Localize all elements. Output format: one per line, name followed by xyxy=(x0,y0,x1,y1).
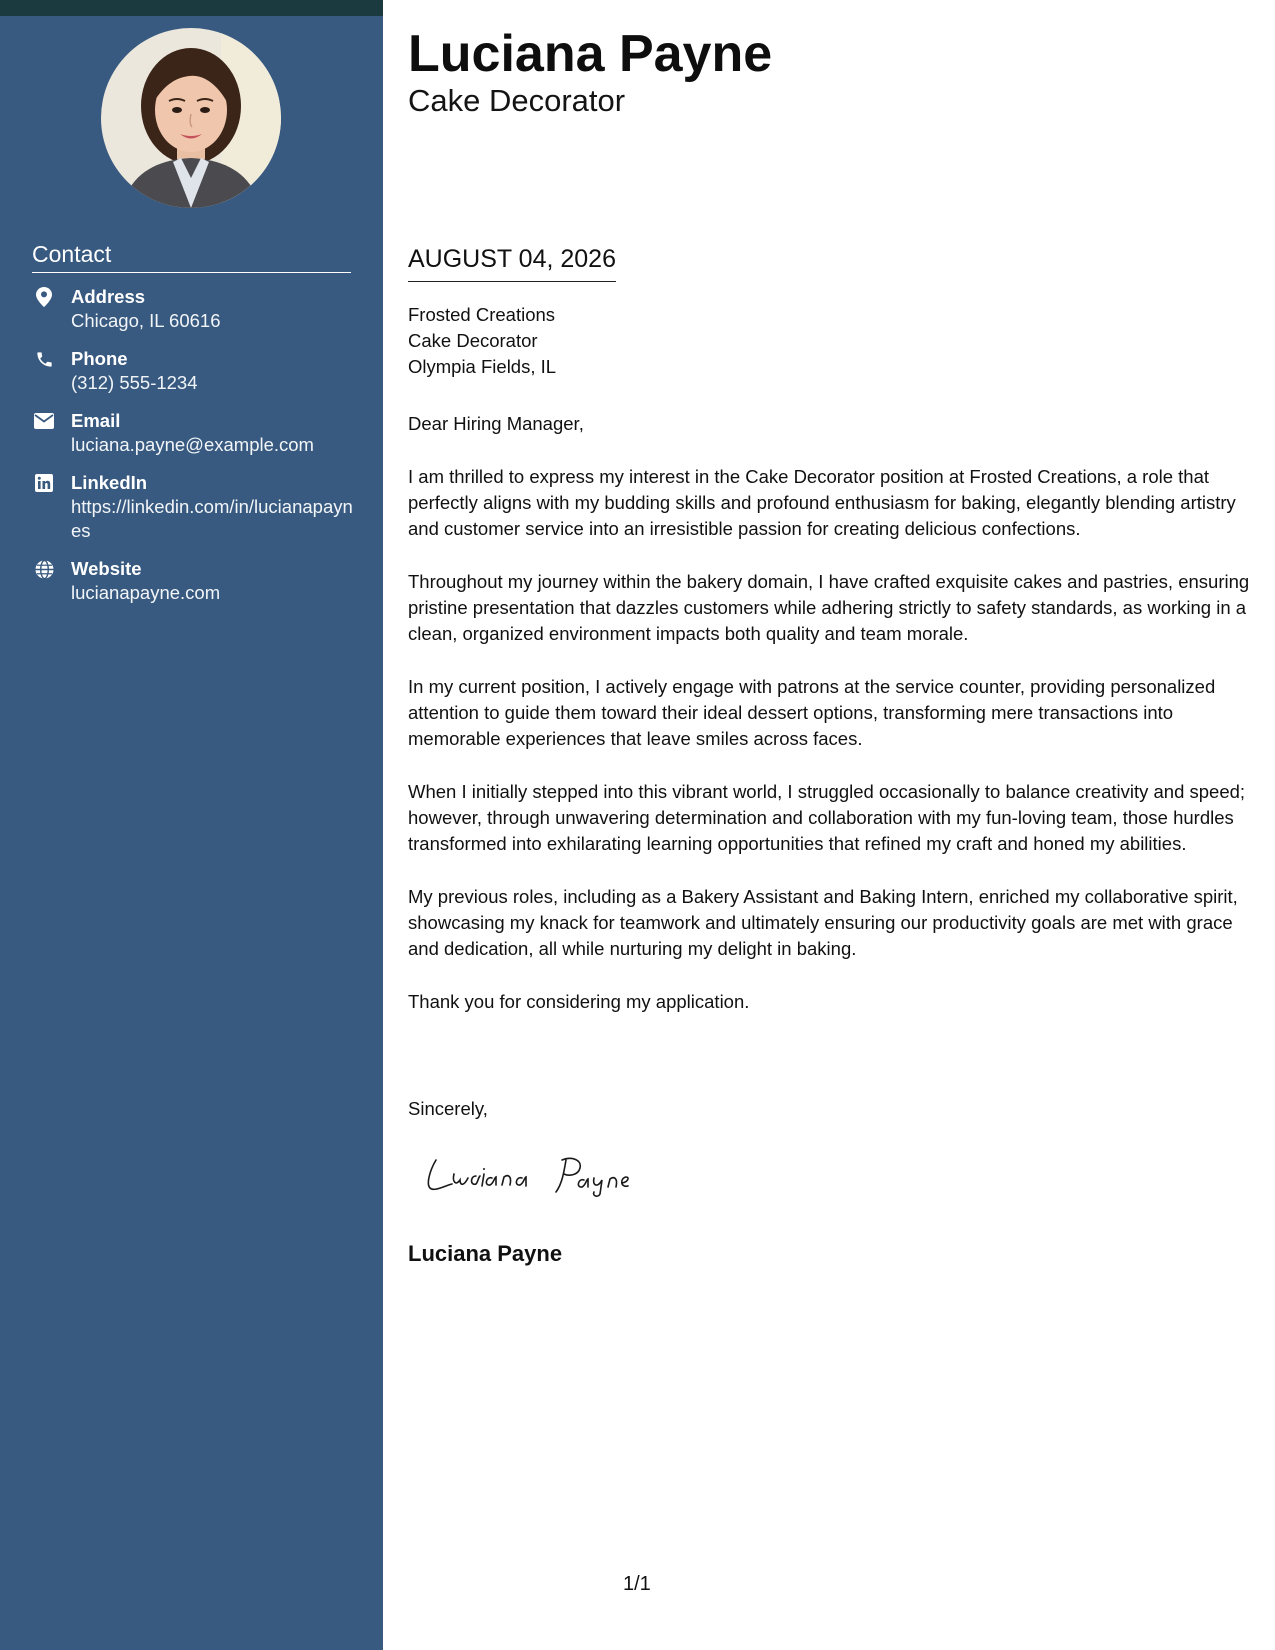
letter-date: AUGUST 04, 2026 xyxy=(408,244,616,282)
globe-icon xyxy=(34,559,54,579)
avatar xyxy=(101,28,281,208)
contact-item-address xyxy=(32,284,362,333)
body-paragraph: Throughout my journey within the bakery domain, I have crafted exquisite cakes and pastries, ensuring pristine presentation that dazzles customers while adhering strictly to safety standards, as working in a clean, organized environment impacts both quality and team morale. xyxy=(408,571,1250,644)
contact-label: LinkedIn xyxy=(71,472,148,493)
job-title: Cake Decorator xyxy=(408,83,626,118)
contact-label: Email xyxy=(71,410,121,431)
contact-heading: Contact xyxy=(32,240,351,273)
contact-label: Website xyxy=(71,558,142,579)
contact-item-linkedin xyxy=(32,470,362,543)
recipient-position: Cake Decorator xyxy=(408,330,538,351)
signature xyxy=(422,1150,662,1200)
contact-item-email xyxy=(32,408,362,457)
contact-item-phone xyxy=(32,346,362,395)
website-value[interactable]: lucianapayne.com xyxy=(71,582,221,603)
map-pin-icon xyxy=(34,287,54,307)
avatar-portrait-image xyxy=(101,28,281,208)
contact-list xyxy=(32,284,362,618)
phone-icon xyxy=(34,349,54,369)
thank-you-line: Thank you for considering my application. xyxy=(408,991,750,1012)
body-paragraph: In my current position, I actively engage with patrons at the service counter, providing personalized attention to guide them toward their ideal dessert options, transforming mere transactions into memorable experiences that leave smiles across faces. xyxy=(408,676,1216,749)
salutation: Dear Hiring Manager, xyxy=(408,413,584,434)
email-value[interactable]: luciana.payne@example.com xyxy=(71,434,314,455)
body-paragraph: My previous roles, including as a Bakery Assistant and Baking Intern, enriched my collaborative spirit, showcasing my knack for teamwork and ultimately ensuring our productivity goals are met with grace and dedication, all while nurturing my delight in baking. xyxy=(408,886,1238,959)
linkedin-value[interactable]: https://linkedin.com/in/lucianapaynes xyxy=(71,496,353,541)
page-number: 1/1 xyxy=(623,1573,651,1595)
address-value: Chicago, IL 60616 xyxy=(71,310,221,331)
letter-body xyxy=(408,411,1253,1042)
contact-label: Address xyxy=(71,286,146,307)
sidebar xyxy=(0,0,383,1650)
signed-name: Luciana Payne xyxy=(408,1241,563,1266)
body-paragraph: I am thrilled to express my interest in the Cake Decorator position at Frosted Creations, a role that perfectly aligns with my budding skills and profound enthusiasm for baking, elegantly blending artistry and customer service into an irresistible passion for creating delicious confections. xyxy=(408,466,1236,539)
contact-label: Phone xyxy=(71,348,128,369)
handwritten-signature xyxy=(422,1150,662,1200)
recipient-company: Frosted Creations xyxy=(408,304,556,325)
envelope-icon xyxy=(34,411,54,431)
applicant-name: Luciana Payne xyxy=(408,25,773,83)
closing: Sincerely, xyxy=(408,1098,488,1119)
phone-value: (312) 555-1234 xyxy=(71,372,198,393)
recipient-block xyxy=(408,302,556,380)
sidebar-top-bar xyxy=(0,0,383,16)
recipient-location: Olympia Fields, IL xyxy=(408,356,557,377)
body-paragraph: When I initially stepped into this vibrant world, I struggled occasionally to balance creativity and speed; however, through unwavering determination and collaboration with my fun-loving team, those hurdles transformed into exhilarating learning opportunities that refined my craft and honed my abilities. xyxy=(408,781,1246,854)
linkedin-icon xyxy=(34,473,54,493)
contact-item-website xyxy=(32,556,362,605)
